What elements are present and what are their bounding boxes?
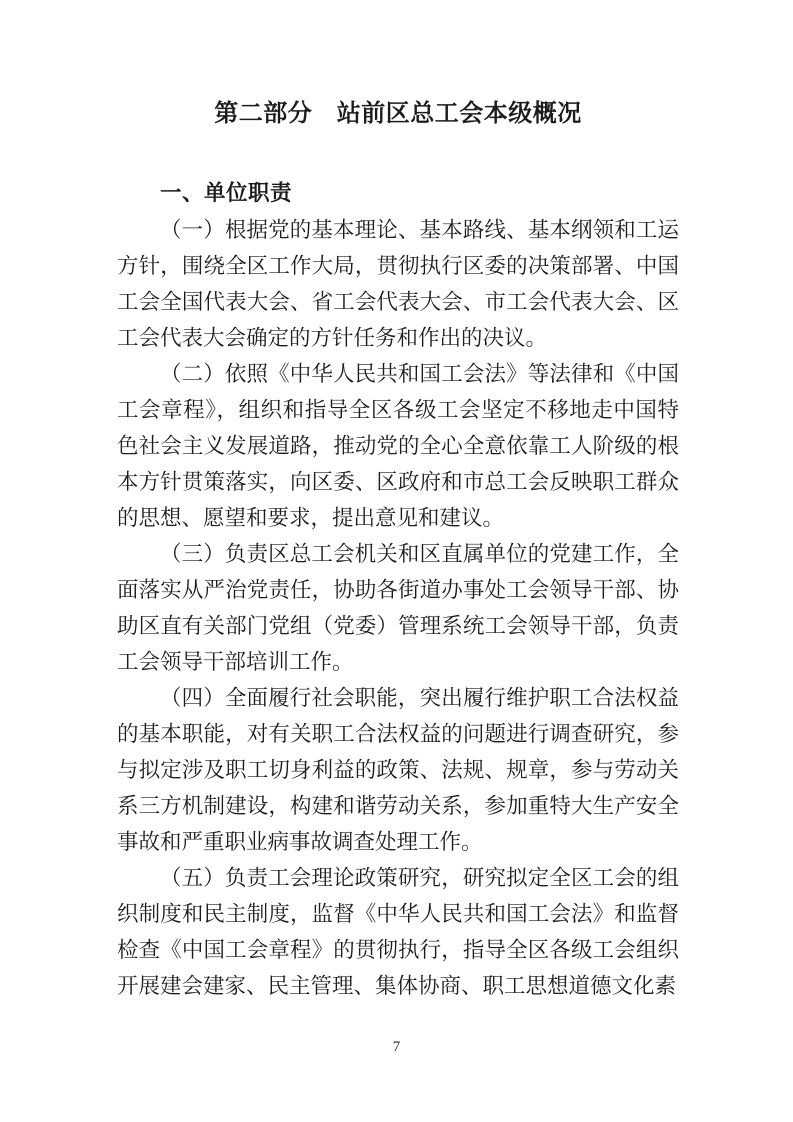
body-paragraph: （二）依照《中华人民共和国工会法》等法律和《中国工会章程》，组织和指导全区各级工会坚定不移地走中国特色社会主义发展道路，推动党的全心全意依靠工人阶级的根本方针贯策落实，向区委、区政府和市总工会反映职工群众的思想、愿望和要求，提出意见和建议。 bbox=[117, 362, 679, 530]
body-paragraph: （三）负责区总工会机关和区直属单位的党建工作，全面落实从严治党责任，协助各街道办事处工会领导干部、协助区直有关部门党组（党委）管理系统工会领导干部，负责工会领导干部培训工作。 bbox=[117, 542, 679, 674]
section-heading: 一、单位职责 bbox=[160, 181, 293, 205]
body-paragraph: （四）全面履行社会职能，突出履行维护职工合法权益的基本职能，对有关职工合法权益的问题进行调查研究，参与拟定涉及职工切身利益的政策、法规、规章，参与劳动关系三方机制建设，构建和谐劳动关系，参加重特大生产安全事故和严重职业病事故调查处理工作。 bbox=[117, 686, 679, 854]
body-paragraph: （一）根据党的基本理论、基本路线、基本纲领和工运方针，围绕全区工作大局，贯彻执行区委的决策部署、中国工会全国代表大会、省工会代表大会、市工会代表大会、区工会代表大会确定的方针任务和作出的决议。 bbox=[117, 218, 679, 350]
page-title: 第二部分 站前区总工会本级概况 bbox=[214, 101, 582, 127]
body-paragraph: （五）负责工会理论政策研究，研究拟定全区工会的组织制度和民主制度，监督《中华人民共和国工会法》和监督检查《中国工会章程》的贯彻执行，指导全区各级工会组织开展建会建家、民主管理、集体协商、职工思想道德文化素 bbox=[117, 866, 679, 998]
page-content bbox=[117, 0, 679, 1004]
page-number: 7 bbox=[392, 1039, 401, 1055]
body-text bbox=[117, 212, 679, 1004]
